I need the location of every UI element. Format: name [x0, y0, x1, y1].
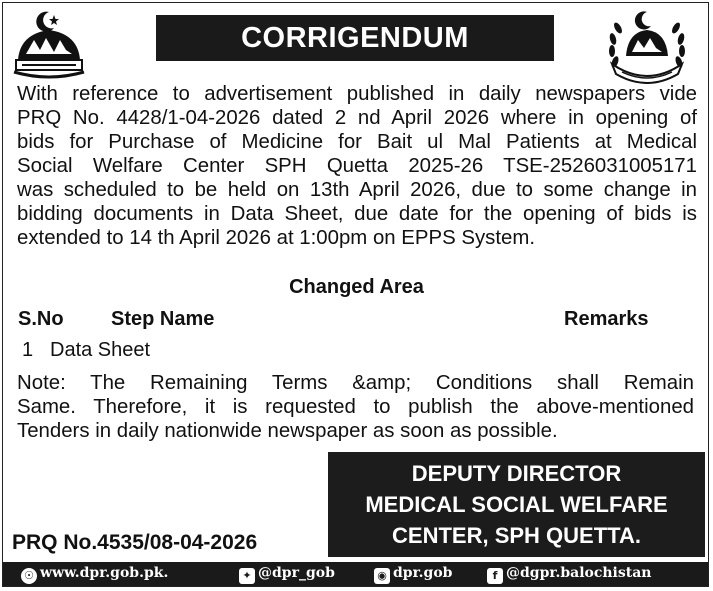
column-header-sno: S.No [18, 308, 64, 330]
body-paragraph [17, 82, 697, 250]
column-header-remarks: Remarks [564, 308, 649, 330]
column-header-step-name: Step Name [111, 308, 215, 330]
body-line: With reference to advertisement published in daily newspapers vide [17, 83, 697, 105]
body-line: bidding documents in Data Sheet, due date for the opening of bids is [17, 203, 697, 225]
note-line: Same. Therefore, it is requested to publish the above-mentioned [17, 396, 694, 418]
row-sno: 1 [22, 339, 34, 361]
body-line: Social Welfare Center SPH Quetta 2025-26 TSE-2526031005171 [17, 155, 697, 177]
instagram-icon: ◉ [374, 568, 390, 584]
body-line: bids for Purchase of Medicine for Bait ul Mal Patients at Medical [17, 131, 697, 153]
body-line: PRQ No. 4428/1-04-2026 dated 2 nd April 2026 where in opening of [17, 107, 697, 129]
signatory-line: DEPUTY DIRECTOR [411, 461, 622, 486]
note-line: Note: The Remaining Terms &amp; Conditions shall Remain [17, 372, 694, 394]
signatory-box [328, 452, 705, 557]
facebook-icon: f [487, 568, 503, 584]
globe-icon: ☉ [21, 568, 37, 584]
footer-twitter[interactable]: ✦ @dpr_gob [239, 565, 335, 584]
dgpr-emblem-right-icon [604, 8, 690, 84]
note-line: Tenders in daily nationwide newspaper as soon as possible. [17, 420, 558, 442]
row-step-name: Data Sheet [50, 339, 151, 361]
twitter-icon: ✦ [239, 568, 255, 584]
corrigendum-title: CORRIGENDUM [156, 15, 554, 61]
footer-website[interactable]: ☉ www.dpr.gob.pk. [21, 565, 168, 584]
footer-bar [3, 562, 708, 586]
body-line: extended to 14 th April 2026 at 1:00pm on EPPS System. [17, 227, 536, 249]
changed-area-heading: Changed Area [289, 276, 424, 298]
prq-number: PRQ No.4535/08-04-2026 [12, 531, 258, 554]
signatory-line: MEDICAL SOCIAL WELFARE [365, 492, 668, 517]
signatory-line: CENTER, SPH QUETTA. [392, 523, 641, 548]
body-line: was scheduled to be held on 13th April 2026, due to some change in [17, 179, 697, 201]
note-paragraph [17, 371, 694, 443]
balochistan-emblem-left-icon [10, 10, 88, 80]
footer-facebook[interactable]: f @dgpr.balochistan [487, 565, 651, 584]
footer-instagram[interactable]: ◉ dpr.gob [374, 565, 452, 584]
